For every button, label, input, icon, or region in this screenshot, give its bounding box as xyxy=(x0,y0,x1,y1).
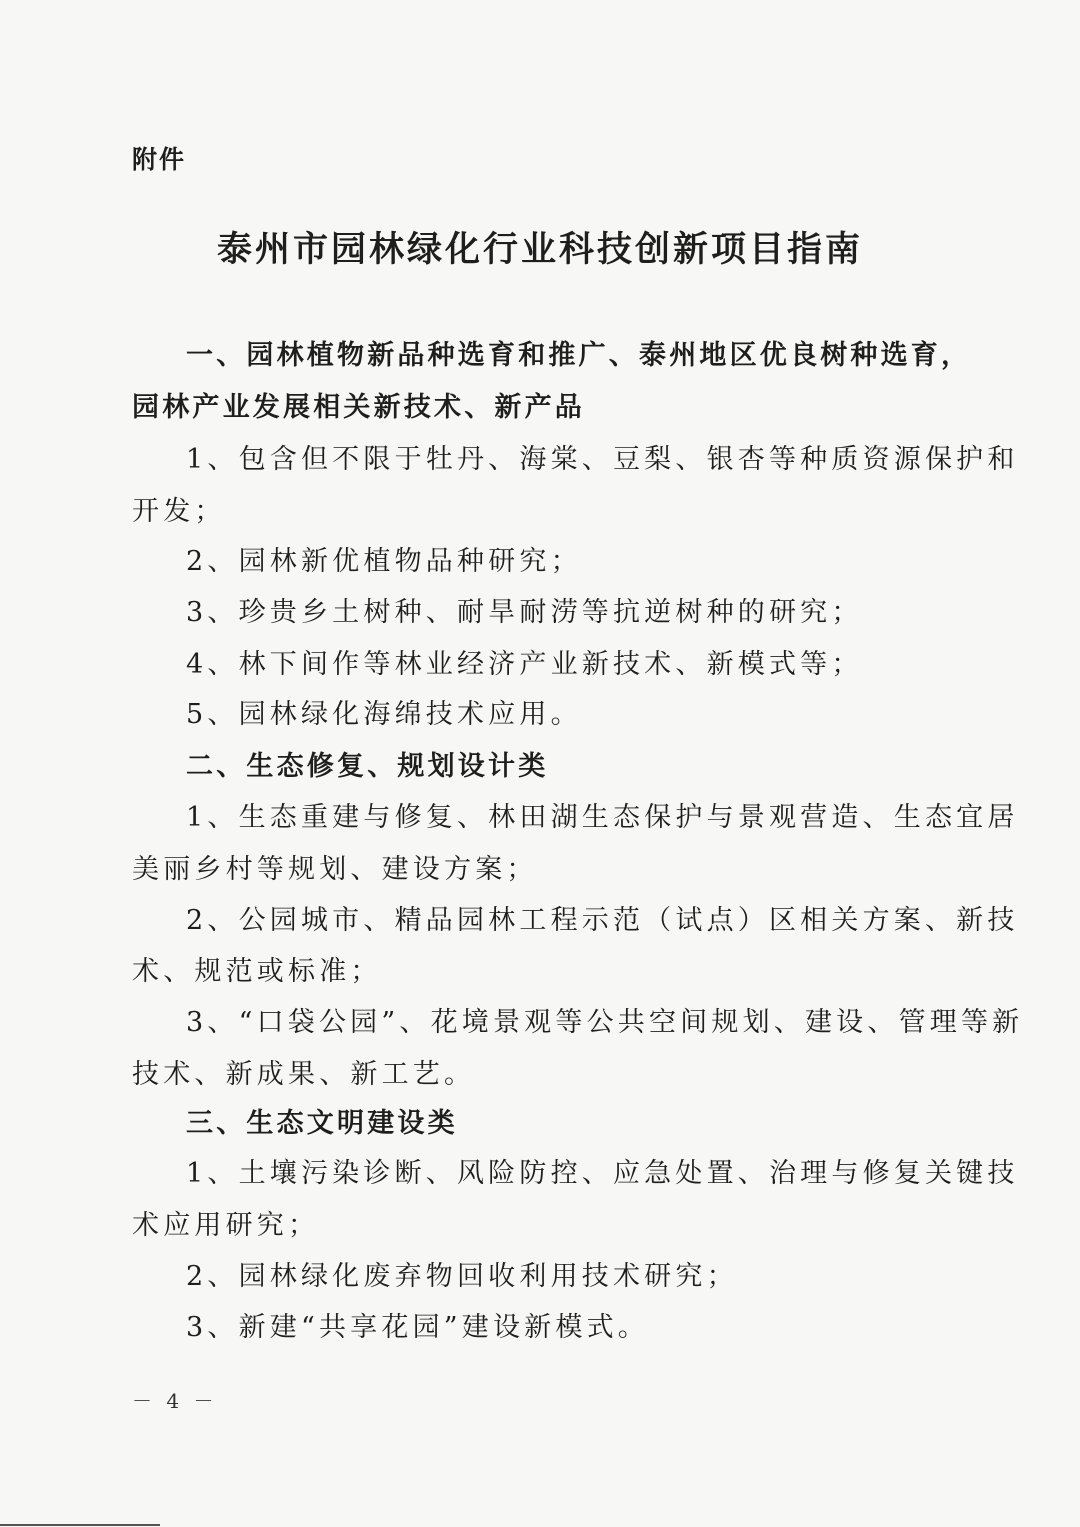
list-item: 2、园林新优植物品种研究； xyxy=(186,546,582,577)
section-heading: 一、园林植物新品种选育和推广、泰州地区优良树种选育， xyxy=(186,340,972,371)
bottom-edge-mark xyxy=(0,1524,160,1526)
list-item-continued: 术应用研究； xyxy=(132,1210,320,1241)
list-item: 2、园林绿化废弃物回收利用技术研究； xyxy=(186,1261,738,1292)
document-title: 泰州市园林绿化行业科技创新项目指南 xyxy=(216,230,863,270)
list-item-continued: 美丽乡村等规划、建设方案； xyxy=(132,854,538,885)
list-item: 5、园林绿化海绵技术应用。 xyxy=(186,699,582,730)
list-item: 1、土壤污染诊断、风险防控、应急处置、治理与修复关键技 xyxy=(186,1158,1019,1189)
section-heading: 二、生态修复、规划设计类 xyxy=(186,751,549,782)
list-item: 4、林下间作等林业经济产业新技术、新模式等； xyxy=(186,649,863,680)
list-item-continued: 开发； xyxy=(132,496,226,527)
list-item: 1、包含但不限于牡丹、海棠、豆梨、银杏等种质资源保护和 xyxy=(186,444,1019,475)
page-number: － 4 － xyxy=(132,1389,218,1413)
attachment-label: 附件 xyxy=(132,145,187,174)
list-item: 1、生态重建与修复、林田湖生态保护与景观营造、生态宜居 xyxy=(186,802,1019,833)
section-heading: 三、生态文明建设类 xyxy=(186,1108,458,1139)
list-item-continued: 技术、新成果、新工艺。 xyxy=(132,1059,476,1090)
list-item-continued: 术、规范或标准； xyxy=(132,956,382,987)
section-heading-continued: 园林产业发展相关新技术、新产品 xyxy=(132,392,585,423)
list-item: 3、珍贵乡土树种、耐旱耐涝等抗逆树种的研究； xyxy=(186,597,863,628)
list-item: 3、“口袋公园”、花境景观等公共空间规划、建设、管理等新 xyxy=(186,1007,1024,1038)
list-item: 2、公园城市、精品园林工程示范（试点）区相关方案、新技 xyxy=(186,905,1019,936)
list-item: 3、新建“共享花园”建设新模式。 xyxy=(186,1312,649,1343)
